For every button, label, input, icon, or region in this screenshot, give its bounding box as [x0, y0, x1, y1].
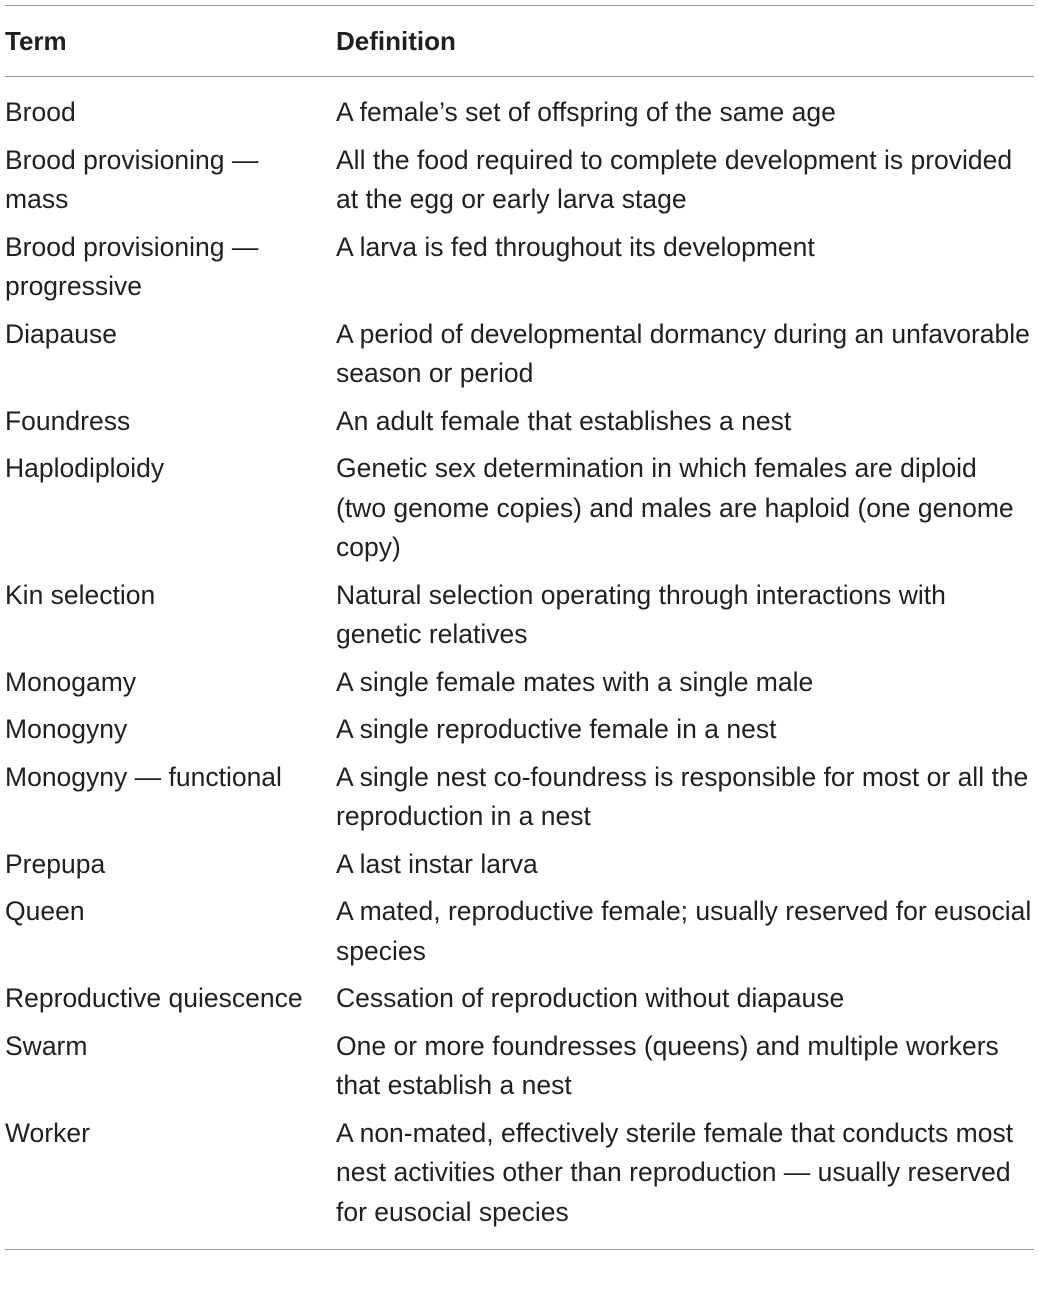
table-row: [5, 228, 1034, 307]
term-cell: Monogamy: [5, 666, 137, 697]
definition-cell: A mated, reproductive female; usually reserved for eusocial species: [336, 896, 1032, 966]
glossary-table: [5, 5, 1034, 1250]
table-row: [5, 93, 1034, 133]
table-row: [5, 141, 1034, 220]
definition-column-header: Definition: [336, 26, 456, 56]
term-cell: Brood provisioning — progressive: [5, 231, 259, 301]
term-cell: Kin selection: [5, 579, 156, 610]
table-row: [5, 892, 1034, 971]
bottom-rule: [5, 1249, 1034, 1250]
definition-cell: A period of developmental dormancy during an unfavorable season or period: [336, 318, 1030, 388]
term-cell: Reproductive quiescence: [5, 983, 303, 1013]
table-row: [5, 979, 1034, 1019]
term-cell: Foundress: [5, 405, 131, 436]
definition-cell: An adult female that establishes a nest: [336, 405, 792, 436]
table-row: [5, 663, 1034, 703]
table-row: [5, 845, 1034, 885]
term-cell: Swarm: [5, 1030, 88, 1061]
term-cell: Monogyny: [5, 714, 128, 744]
table-row: [5, 710, 1034, 750]
definition-cell: All the food required to complete development is provided at the egg or early larva stage: [336, 144, 1013, 214]
term-cell: Haplodiploidy: [5, 453, 165, 483]
definition-cell: Natural selection operating through interactions with genetic relatives: [336, 579, 946, 649]
definition-cell: A non-mated, effectively sterile female that conducts most nest activities other than reproduction — usually reserved for eusocial species: [336, 1117, 1014, 1227]
term-column-header: Term: [5, 26, 67, 56]
table-row: [5, 449, 1034, 568]
definition-cell: A single nest co-foundress is responsible for most or all the reproduction in a nest: [336, 761, 1029, 831]
table-row: [5, 1027, 1034, 1106]
table-row: [5, 402, 1034, 442]
term-cell: Queen: [5, 896, 85, 926]
term-cell: Brood: [5, 97, 76, 127]
definition-cell: A last instar larva: [336, 848, 538, 879]
term-cell: Prepupa: [5, 848, 106, 879]
term-cell: Worker: [5, 1117, 90, 1148]
definition-cell: A female’s set of offspring of the same age: [336, 97, 836, 127]
table-row: [5, 576, 1034, 655]
definition-cell: One or more foundresses (queens) and multiple workers that establish a nest: [336, 1030, 999, 1100]
definition-cell: A single reproductive female in a nest: [336, 714, 777, 744]
table-row: [5, 1114, 1034, 1233]
table-body: [5, 77, 1034, 1249]
table-row: [5, 315, 1034, 394]
definition-cell: A larva is fed throughout its development: [336, 231, 815, 262]
table-row: [5, 758, 1034, 837]
term-cell: Monogyny — functional: [5, 761, 282, 792]
definition-cell: Cessation of reproduction without diapause: [336, 983, 845, 1013]
term-cell: Brood provisioning — mass: [5, 144, 259, 214]
term-cell: Diapause: [5, 318, 117, 349]
header-row: [5, 6, 1034, 76]
definition-cell: Genetic sex determination in which females are diploid (two genome copies) and males are haploid (one genome copy): [336, 453, 1014, 562]
definition-cell: A single female mates with a single male: [336, 666, 814, 697]
